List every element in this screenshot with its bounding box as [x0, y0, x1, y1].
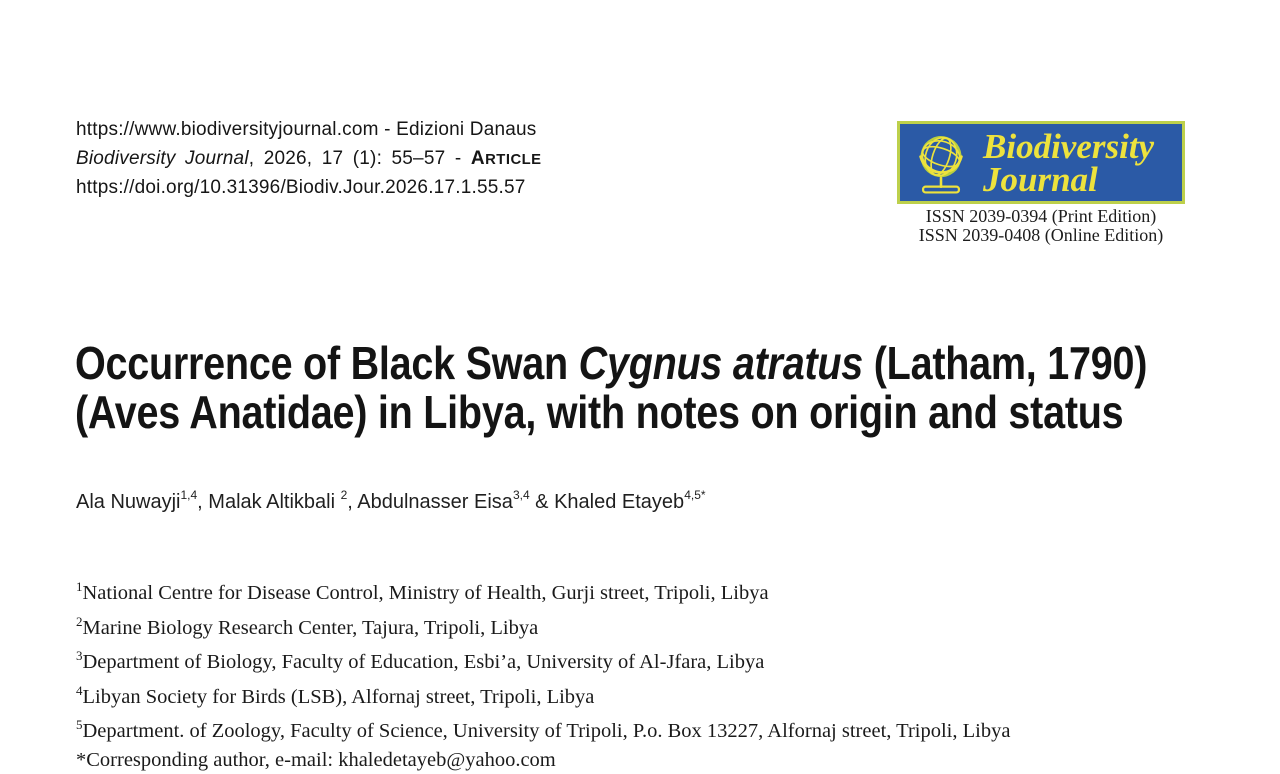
corresponding-author-line: *Corresponding author, e-mail: khaledetayeb@yahoo.com	[76, 748, 556, 771]
article-type-label: ARTICLE	[470, 147, 542, 169]
title-line2: (Aves Anatidae) in Libya, with notes on origin and status	[75, 386, 1124, 438]
logo-name-line1: Biodiversity	[983, 126, 1155, 166]
author: Malak Altikbali $^2$,	[208, 488, 358, 513]
author: Khaled Etayeb$^{4,5*}$	[554, 488, 706, 513]
publication-info	[76, 116, 542, 203]
citation-line	[76, 145, 542, 175]
article-title	[75, 339, 1147, 437]
affiliation: $^2$Marine Biology Research Center, Tajura, Tripoli, Libya	[76, 613, 539, 639]
globe-icon	[909, 128, 973, 198]
affiliation: $^4$Libyan Society for Birds (LSB), Alfornaj street, Tripoli, Libya	[76, 682, 595, 708]
issn-block	[893, 207, 1189, 245]
author: Ala Nuwayji$^{1,4}$,	[76, 488, 209, 513]
affiliation: $^5$Department. of Zoology, Faculty of Science, University of Tripoli, P.o. Box 13227, Alfornaj street, Tripoli, Libya	[76, 717, 1011, 742]
journal-logo	[897, 121, 1185, 204]
author-affil-sup: 1,4	[180, 488, 198, 502]
title-line1-before: Occurrence of Black Swan	[75, 337, 579, 389]
author-affil-sup: 2	[340, 488, 348, 502]
author: Abdulnasser Eisa$^{3,4}$ &	[357, 488, 555, 513]
author-affil-sup: 4,5*	[684, 488, 706, 502]
affiliations	[76, 573, 1010, 774]
title-line1-after: (Latham, 1790)	[863, 337, 1148, 389]
logo-name-line2: Journal	[983, 159, 1098, 199]
journal-url: https://www.biodiversityjournal.com - Edizioni Danaus	[76, 119, 537, 140]
journal-name: Biodiversity Journal	[76, 147, 249, 169]
issn-print: ISSN 2039-0394 (Print Edition)	[925, 206, 1157, 226]
author-list	[76, 489, 706, 514]
issn-online: ISSN 2039-0408 (Online Edition)	[918, 225, 1164, 245]
affiliation: $^3$Department of Biology, Faculty of Education, Esbi’a, University of Al-Jfara, Libya	[76, 648, 765, 673]
affiliation: $^1$National Centre for Disease Control, Ministry of Health, Gurji street, Tripoli, Libya	[76, 579, 769, 604]
journal-logo-name	[983, 126, 1155, 199]
doi-line: https://doi.org/10.31396/Biodiv.Jour.2026.17.1.55.57	[76, 177, 526, 198]
citation-details: , 2026, 17 (1): 55–57 -	[248, 147, 471, 169]
author-affil-sup: 3,4	[512, 488, 530, 502]
species-name: Cygnus atratus	[578, 337, 864, 389]
